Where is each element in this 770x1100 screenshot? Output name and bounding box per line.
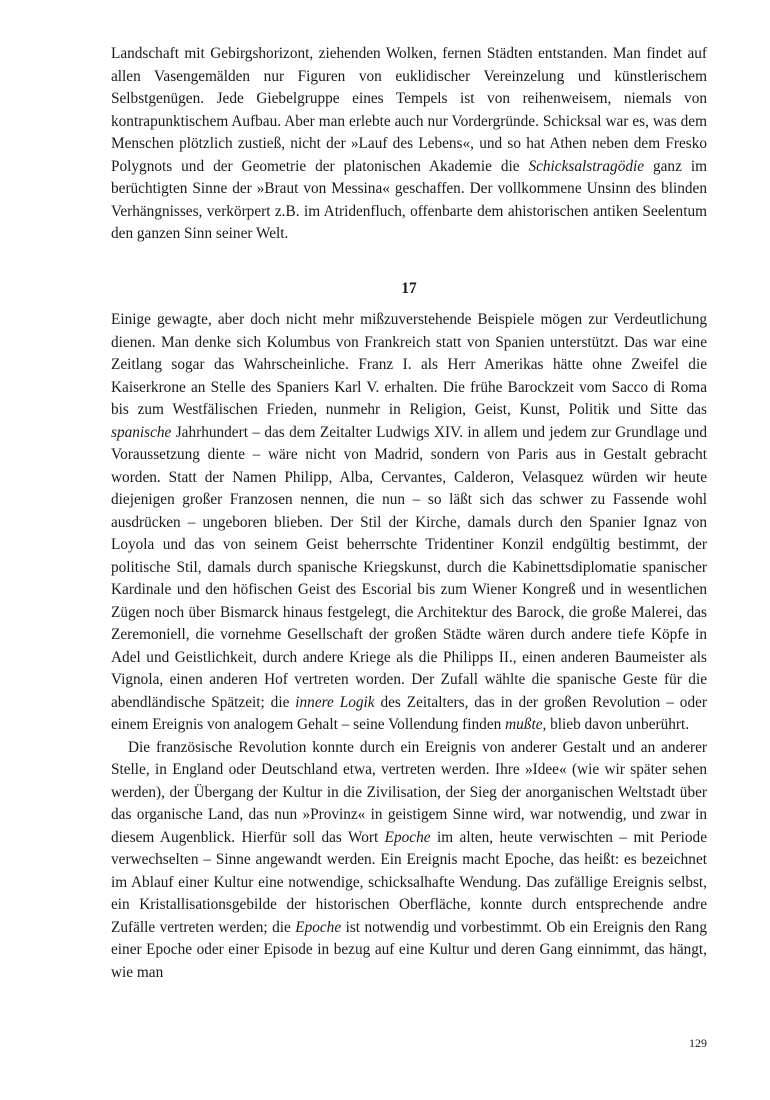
- emphasis-innere-logik: innere Logik: [295, 693, 375, 711]
- paragraph-columbus: [111, 309, 707, 737]
- text-run: im alten, heute verwischten – mit Periode verwechselten – Sinne angewandt werden. Ein Ereignis macht Epoche, das heißt: es bezeichnet im Ablauf einer Kultur eine notwendige, schicksalhafte Wendung. Das zufällige Ereignis selbst, ein Kristallisationsgebilde der historischen Oberfläche, konnte durch entsprechende andre Zufälle vertreten werden; die: [111, 828, 707, 936]
- text-run: ist notwendig und vorbestimmt. Ob ein Ereignis den Rang einer Epoche oder einer Episode in bezug auf eine Kultur und deren Gang einnimmt, das hängt, wie man: [111, 918, 707, 981]
- text-run: des Zeitalters, das in der großen Revolution – oder einem Ereignis von analogem Gehalt – seine Vollendung finden: [111, 693, 707, 733]
- emphasis-musste: mußte,: [505, 716, 547, 733]
- emphasis-schicksalstragoedie: Schicksalstragödie: [528, 157, 645, 175]
- text-run: Jahrhundert – das dem Zeitalter Ludwigs XIV. in allem und jedem zur Grundlage und Voraussetzung diente – wäre nicht von Madrid, sondern von Paris aus in Gestalt gebracht worden. Statt der Namen Philipp, Alba, Cervantes, Calderon, Velasquez würden wir heute diejenigen großer Franzosen nennen, die nun – so läßt sich das schwer zu Fassende wohl ausdrücken – ungeboren blieben. Der Stil der Kirche, damals durch den Spanier Ignaz von Loyola und das von seinem Geist beherrschte Tridentiner Konzil endgültig bestimmt, der politische Stil, damals durch spanische Kriegskunst, durch die Kabinettsdiplomatie spanischer Kardinale und den höfischen Geist des Escorial bis zum Wiener Kongreß und in wesentlichen Zügen noch über Bismarck hinaus festgelegt, die Architektur des Barock, die große Malerei, das Zeremoniell, die vornehme Gesellschaft der großen Städte wären durch andere tiefe Köpfe in Adel und Geistlichkeit, durch andere Kriege als die Philipps II., einen anderen Baumeister als Vignola, einen anderen Hof vertreten worden. Der Zufall wählte die spanische Geste für die abendländische Spätzeit; die: [111, 423, 707, 711]
- text-run: blieb davon unberührt.: [546, 716, 690, 733]
- text-run: ganz im berüchtigten Sinne der »Braut von Messina« geschaffen. Der vollkommene Unsinn des blinden Verhängnisses, verkörpert z.B. im Atridenfluch, offenbarte dem ahistorischen antiken Seelentum den ganzen Sinn seiner Welt.: [111, 157, 707, 242]
- page-number: 129: [689, 1036, 707, 1050]
- paragraph-fate: [111, 43, 707, 246]
- emphasis-spanische: spanische: [111, 423, 172, 441]
- page-body: [111, 43, 707, 984]
- text-run: Landschaft mit Gebirgshorizont, ziehenden Wolken, fernen Städten entstanden. Man findet auf allen Vasengemälden nur Figuren von euklidischer Vereinzelung und künstlerischem Selbstgenügen. Jede Giebelgruppe eines Tempels ist von reihenweisem, niemals von kontrapunktischem Aufbau. Aber man erlebte auch nur Vordergründe. Schicksal war es, was dem Menschen plötzlich zustieß, nicht der »Lauf des Lebens«, und so hat Athen neben dem Fresko Polygnots und der Geometrie der platonischen Akademie die: [111, 45, 707, 175]
- emphasis-epoche: Epoche: [384, 828, 431, 846]
- text-run: Einige gewagte, aber doch nicht mehr mißzuverstehende Beispiele mögen zur Verdeutlichung dienen. Man denke sich Kolumbus von Frankreich statt von Spanien unterstützt. Das war eine Zeitlang sogar das Wahrscheinliche. Franz I. als Herr Amerikas hätte ohne Zweifel die Kaiserkrone an Stelle des Spaniers Karl V. erhalten. Die frühe Barockzeit vom Sacco di Roma bis zum Westfälischen Frieden, nunmehr in Religion, Geist, Kunst, Politik und Sitte das: [111, 311, 707, 418]
- section-number: 17: [401, 279, 417, 297]
- emphasis-epoche: Epoche: [295, 918, 342, 936]
- text-run: Die französische Revolution konnte durch ein Ereignis von anderer Gestalt und an anderer Stelle, in England oder Deutschland etwa, vertreten werden. Ihre »Idee« (wie wir später sehen werden), der Übergang der Kultur in die Zivilisation, der Sieg der anorganischen Weltstadt über das organische Land, das nun »Provinz« in geistigem Sinne wird, war notwendig, und zwar in diesem Augenblick. Hierfür soll das Wort: [111, 738, 707, 846]
- paragraph-revolution: [111, 737, 707, 985]
